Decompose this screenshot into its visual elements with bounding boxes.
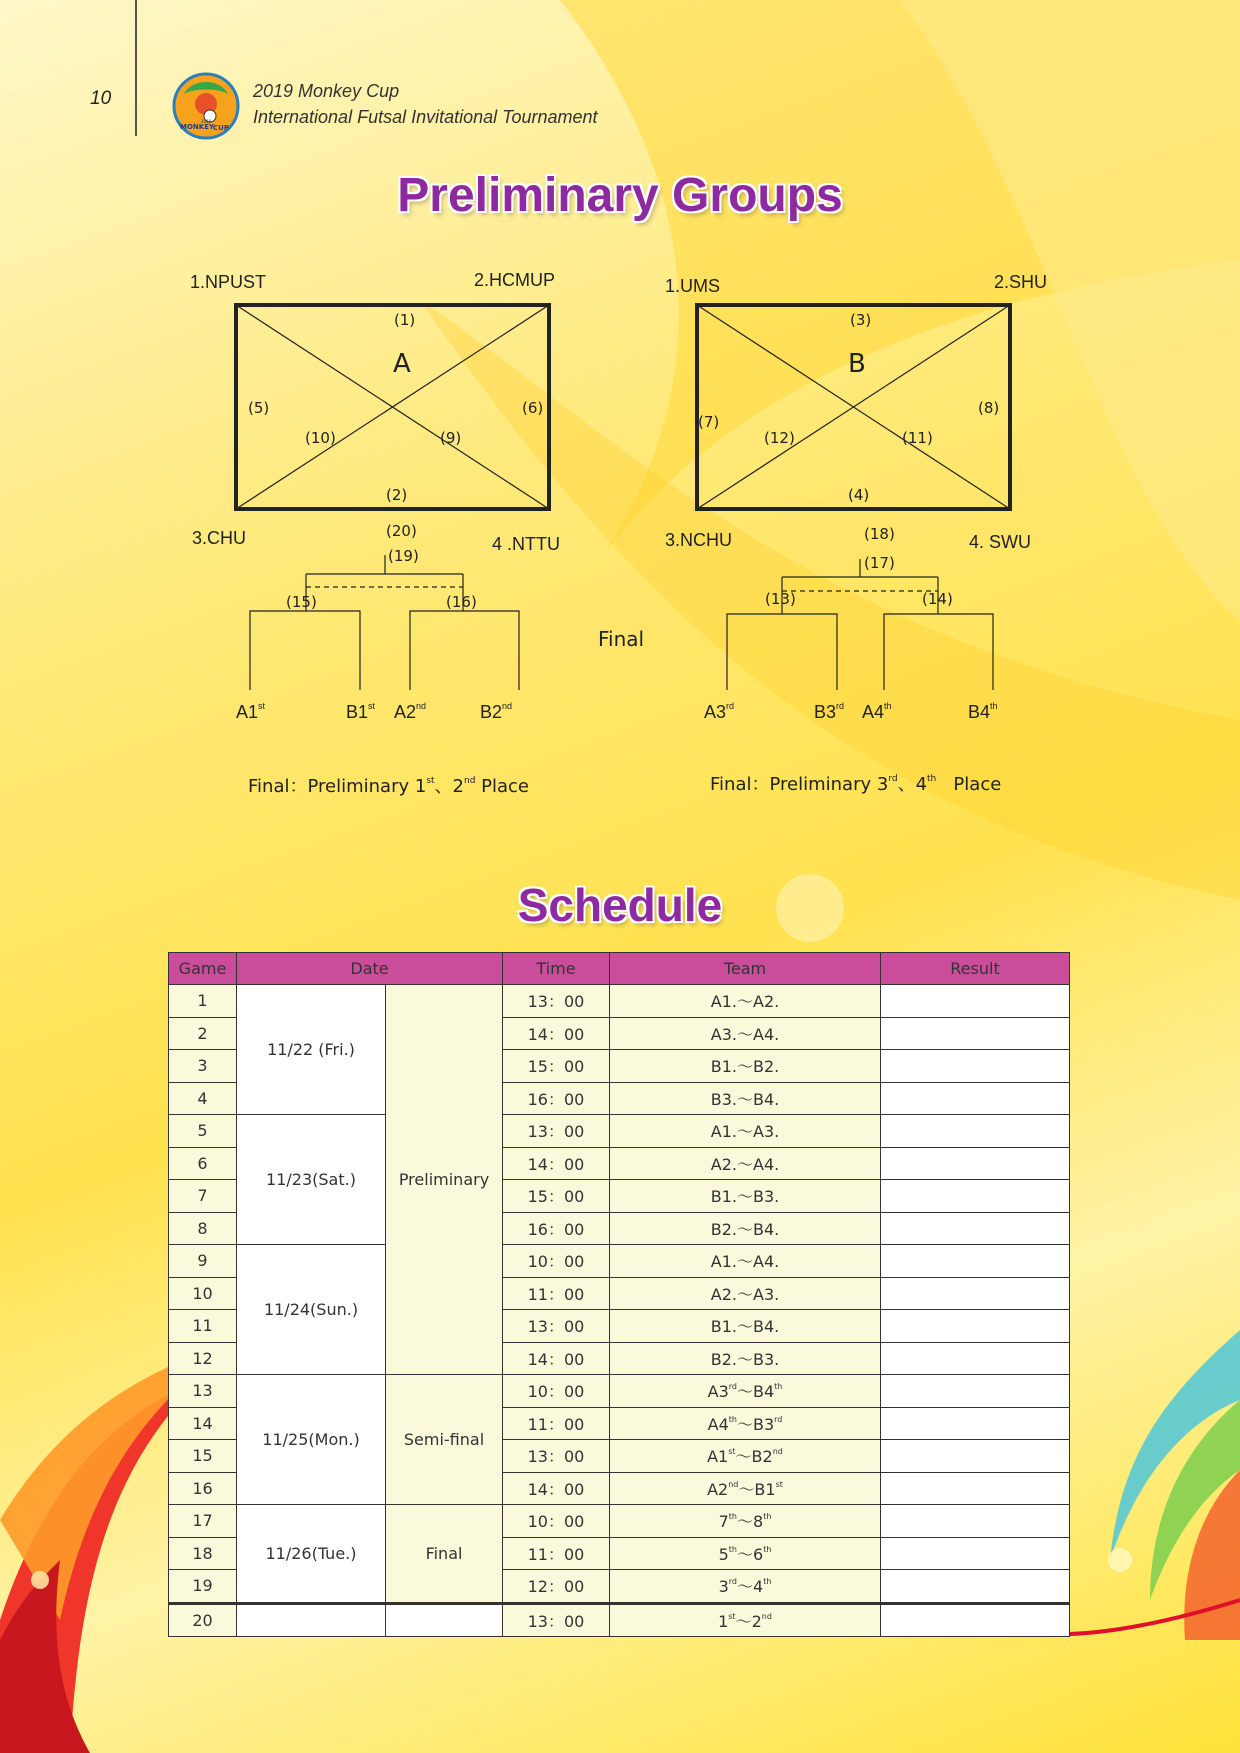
team-cell: A2.～A3. — [610, 1277, 881, 1310]
group-b-name: B — [848, 349, 866, 379]
table-row — [169, 985, 1070, 1018]
result-cell — [881, 1212, 1070, 1245]
bracket-b-lines — [727, 559, 993, 690]
group-a-team-3: 3.CHU — [192, 528, 247, 548]
game-number: 18 — [169, 1537, 237, 1570]
result-cell — [881, 1147, 1070, 1180]
date-cell: 11/23(Sat.) — [237, 1115, 386, 1245]
bracket-slot: B2nd — [480, 701, 513, 722]
game-label: (10) — [305, 429, 336, 447]
team-cell: A2nd～B1st — [610, 1472, 881, 1505]
result-cell — [881, 1245, 1070, 1278]
result-cell — [881, 1310, 1070, 1343]
date-cell — [237, 1603, 386, 1637]
game-label: (3) — [850, 311, 872, 329]
bracket-a-semi-right: (16) — [446, 593, 477, 611]
team-cell: A1st～B2nd — [610, 1440, 881, 1473]
game-number: 5 — [169, 1115, 237, 1148]
stage-cell: Semi-final — [386, 1375, 503, 1505]
game-number: 7 — [169, 1180, 237, 1213]
header-result: Result — [881, 953, 1070, 985]
time-cell: 10：00 — [503, 1375, 610, 1408]
time-cell: 10：00 — [503, 1245, 610, 1278]
caption-final-a: Final：Preliminary 1st、2nd Place — [248, 776, 529, 797]
game-number: 12 — [169, 1342, 237, 1375]
bracket-a-top: (20) — [386, 522, 417, 540]
team-cell: A1.～A3. — [610, 1115, 881, 1148]
schedule-title: Schedule — [517, 879, 723, 931]
game-label: (9) — [440, 429, 462, 447]
result-cell — [881, 1375, 1070, 1408]
time-cell: 16：00 — [503, 1212, 610, 1245]
game-number: 11 — [169, 1310, 237, 1343]
game-number: 20 — [169, 1603, 237, 1637]
table-row — [169, 1375, 1070, 1408]
game-number: 1 — [169, 985, 237, 1018]
team-cell: A1.～A4. — [610, 1245, 881, 1278]
result-cell — [881, 1180, 1070, 1213]
result-cell — [881, 1082, 1070, 1115]
team-cell: A4th～B3rd — [610, 1407, 881, 1440]
group-b-team-2: 2.SHU — [994, 272, 1048, 292]
result-cell — [881, 1017, 1070, 1050]
time-cell: 14：00 — [503, 1017, 610, 1050]
header-team: Team — [610, 953, 881, 985]
table-header-row — [169, 953, 1070, 985]
team-cell: 5th～6th — [610, 1537, 881, 1570]
date-cell: 11/22 (Fri.) — [237, 985, 386, 1115]
game-label: (2) — [386, 486, 408, 504]
svg-text:MONKEY: MONKEY — [180, 123, 215, 131]
bracket-slot: B1st — [346, 701, 376, 722]
time-cell: 16：00 — [503, 1082, 610, 1115]
team-cell: B1.～B4. — [610, 1310, 881, 1343]
bracket-a-lines — [250, 555, 519, 690]
header-date: Date — [237, 953, 503, 985]
game-label: (8) — [978, 399, 1000, 417]
svg-text:CUP: CUP — [213, 124, 229, 132]
bracket-slot: B3rd — [814, 701, 845, 722]
table-row — [169, 1115, 1070, 1148]
header-line-2: International Futsal Invitational Tournament — [253, 107, 598, 127]
team-cell: 7th～8th — [610, 1505, 881, 1538]
stage-cell — [386, 1603, 503, 1637]
game-label: (7) — [698, 413, 720, 431]
time-cell: 15：00 — [503, 1050, 610, 1083]
group-a-team-2: 2.HCMUP — [474, 270, 556, 290]
bracket-slot: A4th — [862, 701, 892, 722]
team-cell: B3.～B4. — [610, 1082, 881, 1115]
team-cell: B2.～B3. — [610, 1342, 881, 1375]
result-cell — [881, 1440, 1070, 1473]
time-cell: 14：00 — [503, 1342, 610, 1375]
result-cell — [881, 1342, 1070, 1375]
game-number: 8 — [169, 1212, 237, 1245]
time-cell: 11：00 — [503, 1537, 610, 1570]
team-cell: A2.～A4. — [610, 1147, 881, 1180]
game-number: 17 — [169, 1505, 237, 1538]
group-a-team-4: 4 .NTTU — [492, 534, 561, 554]
time-cell: 11：00 — [503, 1277, 610, 1310]
time-cell: 13：00 — [503, 1310, 610, 1343]
game-number: 14 — [169, 1407, 237, 1440]
team-cell: 1st～2nd — [610, 1603, 881, 1637]
time-cell: 12：00 — [503, 1570, 610, 1604]
header-line-1: 2019 Monkey Cup — [253, 81, 400, 101]
game-number: 13 — [169, 1375, 237, 1408]
header-time: Time — [503, 953, 610, 985]
time-cell: 14：00 — [503, 1147, 610, 1180]
bracket-b-top: (18) — [864, 525, 895, 543]
time-cell: 13：00 — [503, 1440, 610, 1473]
game-number: 19 — [169, 1570, 237, 1604]
game-label: (6) — [522, 399, 544, 417]
table-row — [169, 1505, 1070, 1538]
result-cell — [881, 1603, 1070, 1637]
result-cell — [881, 1277, 1070, 1310]
game-number: 2 — [169, 1017, 237, 1050]
time-cell: 13：00 — [503, 1603, 610, 1637]
table-row — [169, 1245, 1070, 1278]
bracket-slot: A1st — [236, 701, 266, 722]
result-cell — [881, 1505, 1070, 1538]
group-b-team-3: 3.NCHU — [665, 530, 733, 550]
team-cell: A1.～A2. — [610, 985, 881, 1018]
result-cell — [881, 1407, 1070, 1440]
game-number: 4 — [169, 1082, 237, 1115]
time-cell: 10：00 — [503, 1505, 610, 1538]
time-cell: 11：00 — [503, 1407, 610, 1440]
team-cell: A3rd～B4th — [610, 1375, 881, 1408]
table-row — [169, 1603, 1070, 1637]
stage-cell: Final — [386, 1505, 503, 1604]
game-label: (5) — [248, 399, 270, 417]
bracket-b-semi-right: (14) — [922, 590, 953, 608]
game-number: 9 — [169, 1245, 237, 1278]
result-cell — [881, 1472, 1070, 1505]
schedule-table — [168, 952, 1070, 1637]
bracket-slot: A3rd — [704, 701, 735, 722]
header-game: Game — [169, 953, 237, 985]
team-cell: A3.～A4. — [610, 1017, 881, 1050]
game-number: 6 — [169, 1147, 237, 1180]
game-label: (12) — [764, 429, 795, 447]
stage-cell: Preliminary — [386, 985, 503, 1375]
caption-final-b: Final：Preliminary 3rd、4th Place — [710, 774, 1002, 795]
game-number: 3 — [169, 1050, 237, 1083]
time-cell: 14：00 — [503, 1472, 610, 1505]
bracket-slot: B4th — [968, 701, 998, 722]
group-b-team-1: 1.UMS — [665, 276, 721, 296]
game-label: (4) — [848, 486, 870, 504]
team-cell: B1.～B3. — [610, 1180, 881, 1213]
result-cell — [881, 1570, 1070, 1604]
page-number: 10 — [90, 88, 112, 109]
team-cell: B1.～B2. — [610, 1050, 881, 1083]
group-diagrams — [0, 0, 1240, 800]
result-cell — [881, 1115, 1070, 1148]
group-a-name: A — [393, 349, 411, 379]
group-b-team-4: 4. SWU — [969, 532, 1032, 552]
time-cell: 13：00 — [503, 985, 610, 1018]
game-label: (11) — [902, 429, 933, 447]
final-label: Final — [598, 627, 645, 651]
game-number: 10 — [169, 1277, 237, 1310]
date-cell: 11/24(Sun.) — [237, 1245, 386, 1375]
time-cell: 15：00 — [503, 1180, 610, 1213]
bracket-a-semi-left: (15) — [286, 593, 317, 611]
bracket-b-third: (17) — [864, 554, 895, 572]
result-cell — [881, 1537, 1070, 1570]
bracket-slot: A2nd — [394, 701, 427, 722]
game-label: (1) — [394, 311, 416, 329]
group-a-team-1: 1.NPUST — [190, 272, 267, 292]
result-cell — [881, 985, 1070, 1018]
svg-text:2019: 2019 — [201, 119, 212, 124]
time-cell: 13：00 — [503, 1115, 610, 1148]
game-number: 15 — [169, 1440, 237, 1473]
preliminary-groups-title: Preliminary Groups — [397, 169, 843, 222]
bracket-a-third: (19) — [388, 547, 419, 565]
team-cell: 3rd～4th — [610, 1570, 881, 1604]
date-cell: 11/26(Tue.) — [237, 1505, 386, 1604]
team-cell: B2.～B4. — [610, 1212, 881, 1245]
bracket-b-semi-left: (13) — [765, 590, 796, 608]
date-cell: 11/25(Mon.) — [237, 1375, 386, 1505]
game-number: 16 — [169, 1472, 237, 1505]
result-cell — [881, 1050, 1070, 1083]
